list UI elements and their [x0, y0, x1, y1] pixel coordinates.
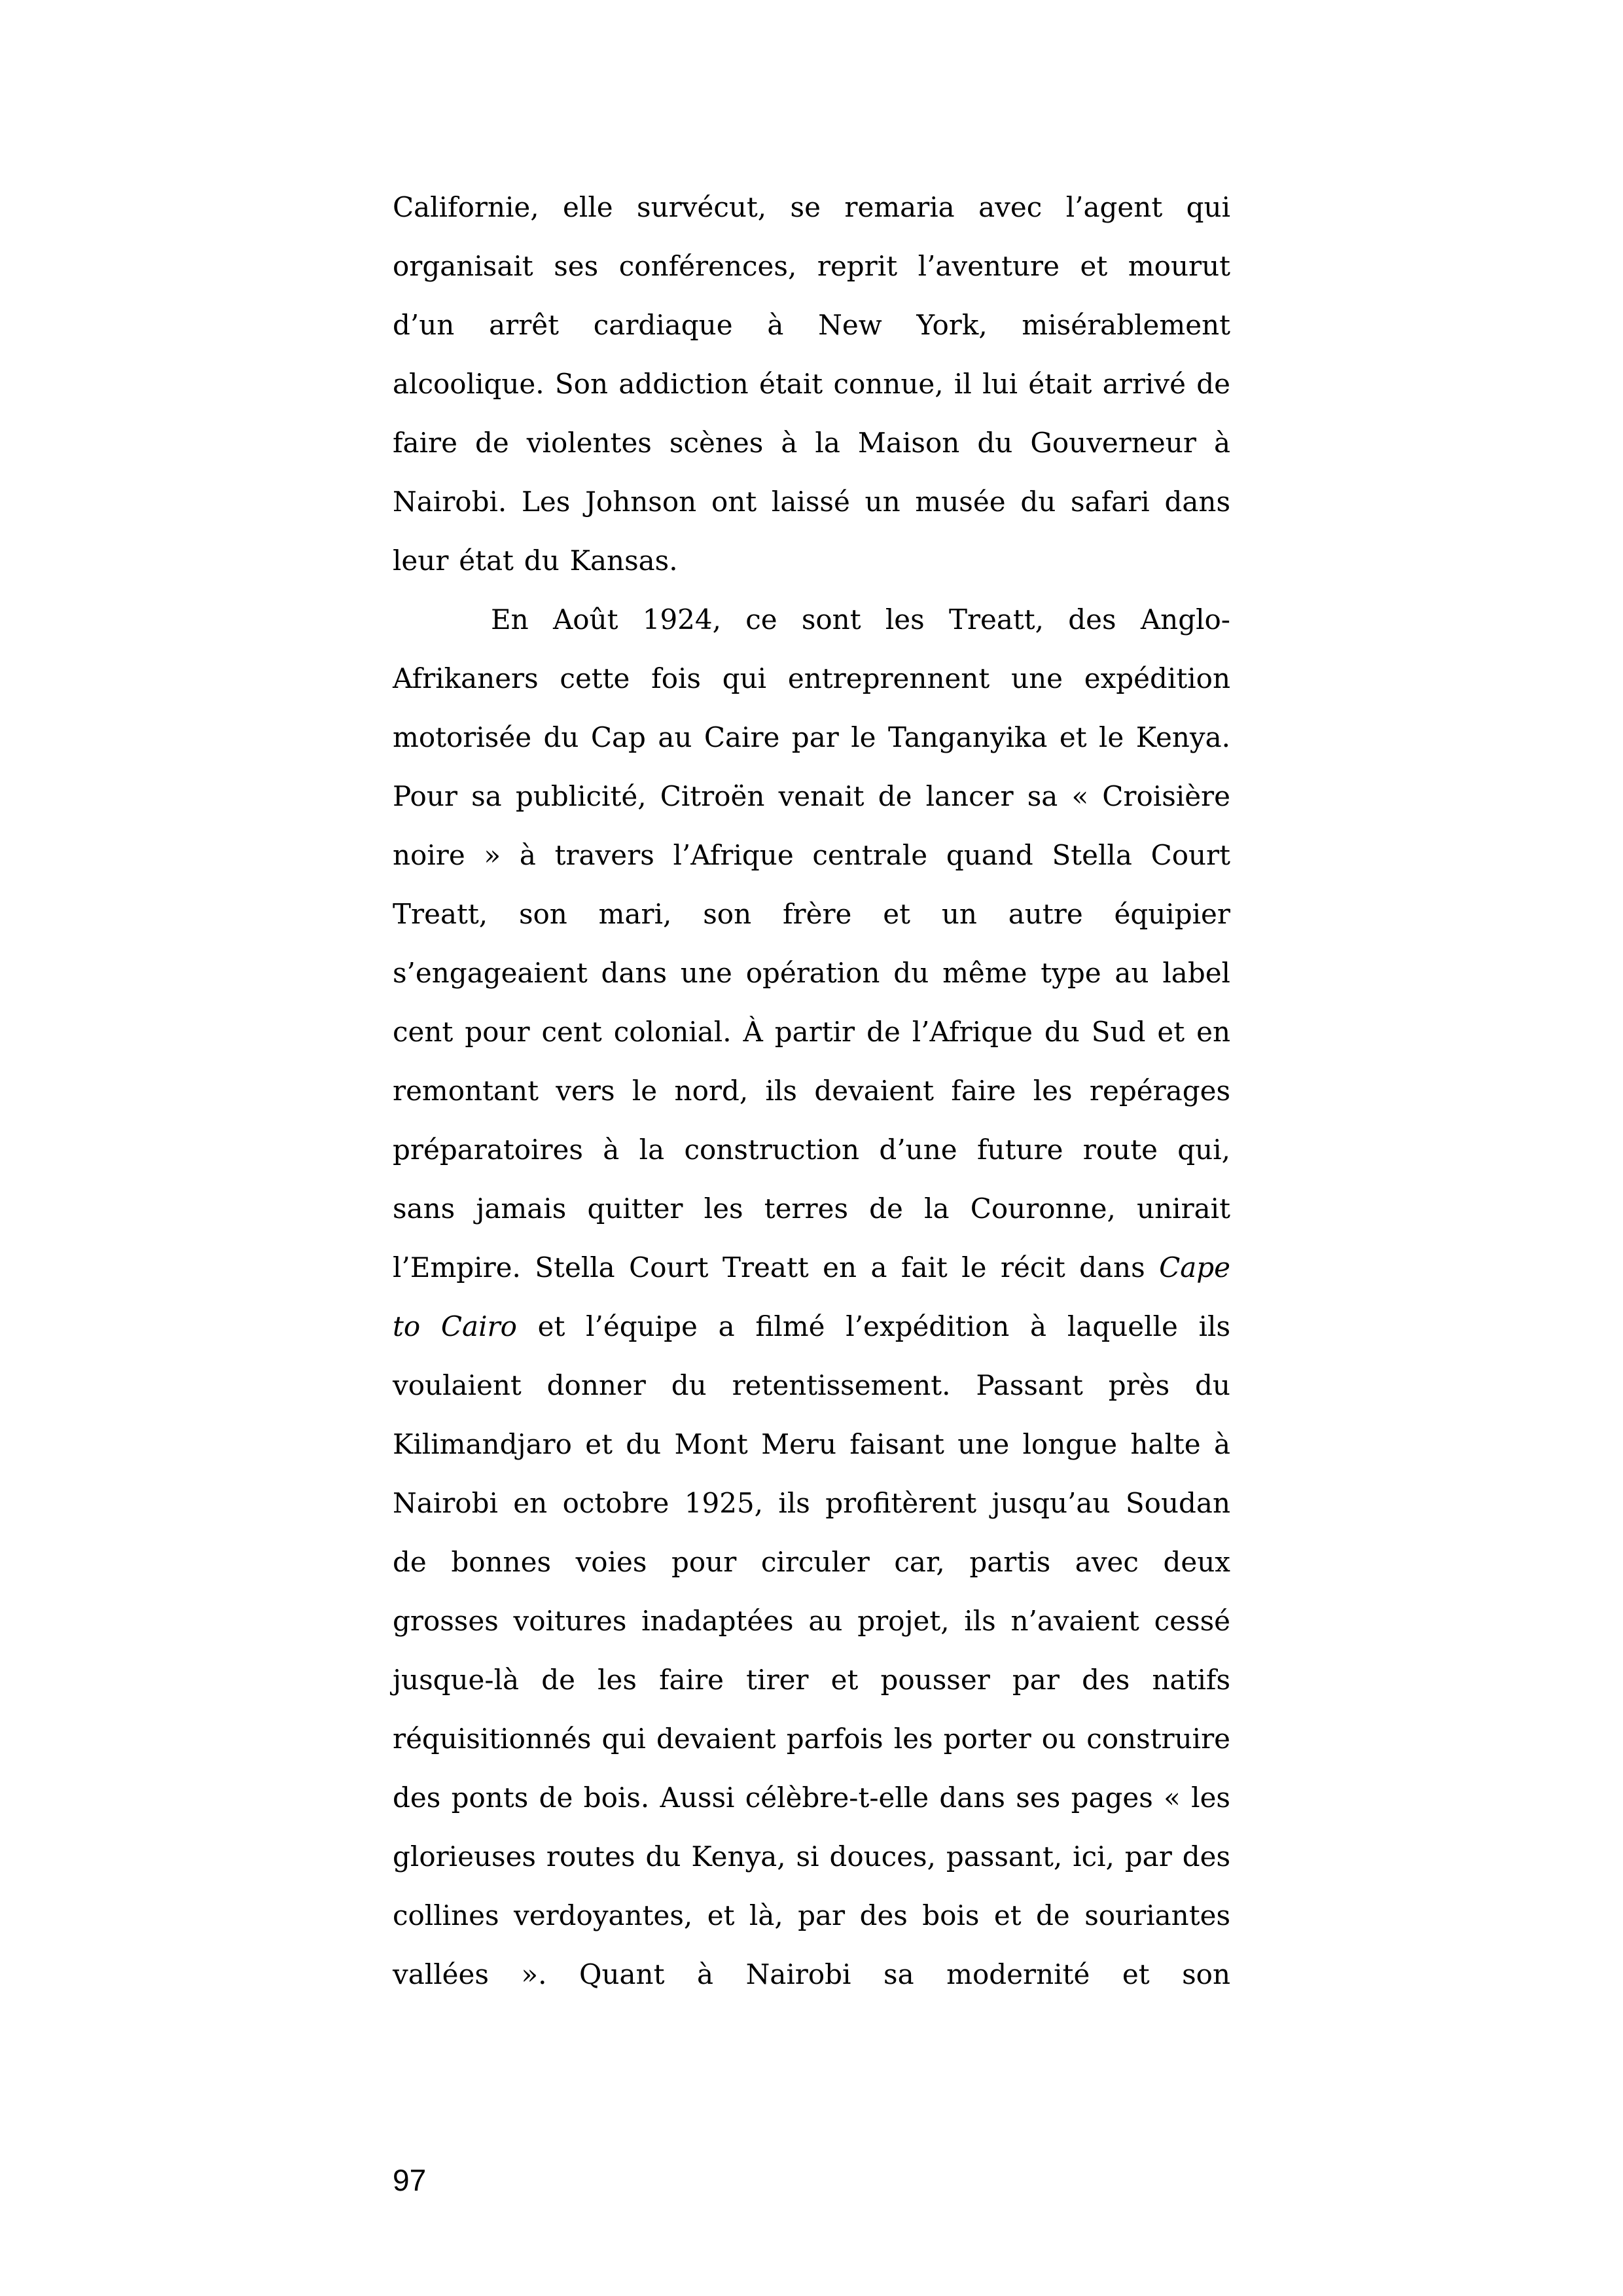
paragraph-2-text-after-title: et l’équipe a filmé l’expédition à laquelle ils voulaient donner du retentissement. Passant près du Kilimandjaro et du Mont Meru faisant une longue halte à Nairobi en octobre 1925, ils profitèrent jusqu’au Soudan de bonnes voies pour circuler car, partis avec deux grosses voitures inadaptées au projet, ils n’avaient cessé jusque-là de les faire tirer et pousser par des natifs réquisitionnés qui devaient parfois les porter ou construire des ponts de bois. Aussi célèbre-t-elle dans ses pages « les glorieuses routes du Kenya, si douces, passant, ici, par des collines verdoyantes, et là, par des bois et de souriantes vallées ». Quant à Nairobi sa modernité et son: [393, 1310, 1230, 1990]
book-title-italic: Cape to Cairo: [393, 1251, 1230, 1342]
paragraph-1: [393, 178, 1230, 590]
paragraph-2: [393, 590, 1230, 2004]
paragraph-1-text: Californie, elle survécut, se remaria avec l’agent qui organisait ses conférences, reprit l’aventure et mourut d’un arrêt cardiaque à New York, misérablement alcoolique. Son addiction était connue, il lui était arrivé de faire de violentes scènes à la Maison du Gouverneur à Nairobi. Les Johnson ont laissé un musée du safari dans leur état du Kansas.: [393, 191, 1230, 577]
paragraph-2-text-before-title: En Août 1924, ce sont les Treatt, des Anglo-Afrikaners cette fois qui entreprennent une expédition motorisée du Cap au Caire par le Tanganyika et le Kenya. Pour sa publicité, Citroën venait de lancer sa « Croisière noire » à travers l’Afrique centrale quand Stella Court Treatt, son mari, son frère et un autre équipier s’engageaient dans une opération du même type au label cent pour cent colonial. À partir de l’Afrique du Sud et en remontant vers le nord, ils devaient faire les repérages préparatoires à la construction d’une future route qui, sans jamais quitter les terres de la Couronne, unirait l’Empire. Stella Court Treatt en a fait le récit dans: [393, 603, 1230, 1283]
body-text-block: [393, 178, 1230, 2004]
page-number: 97: [393, 2163, 427, 2197]
